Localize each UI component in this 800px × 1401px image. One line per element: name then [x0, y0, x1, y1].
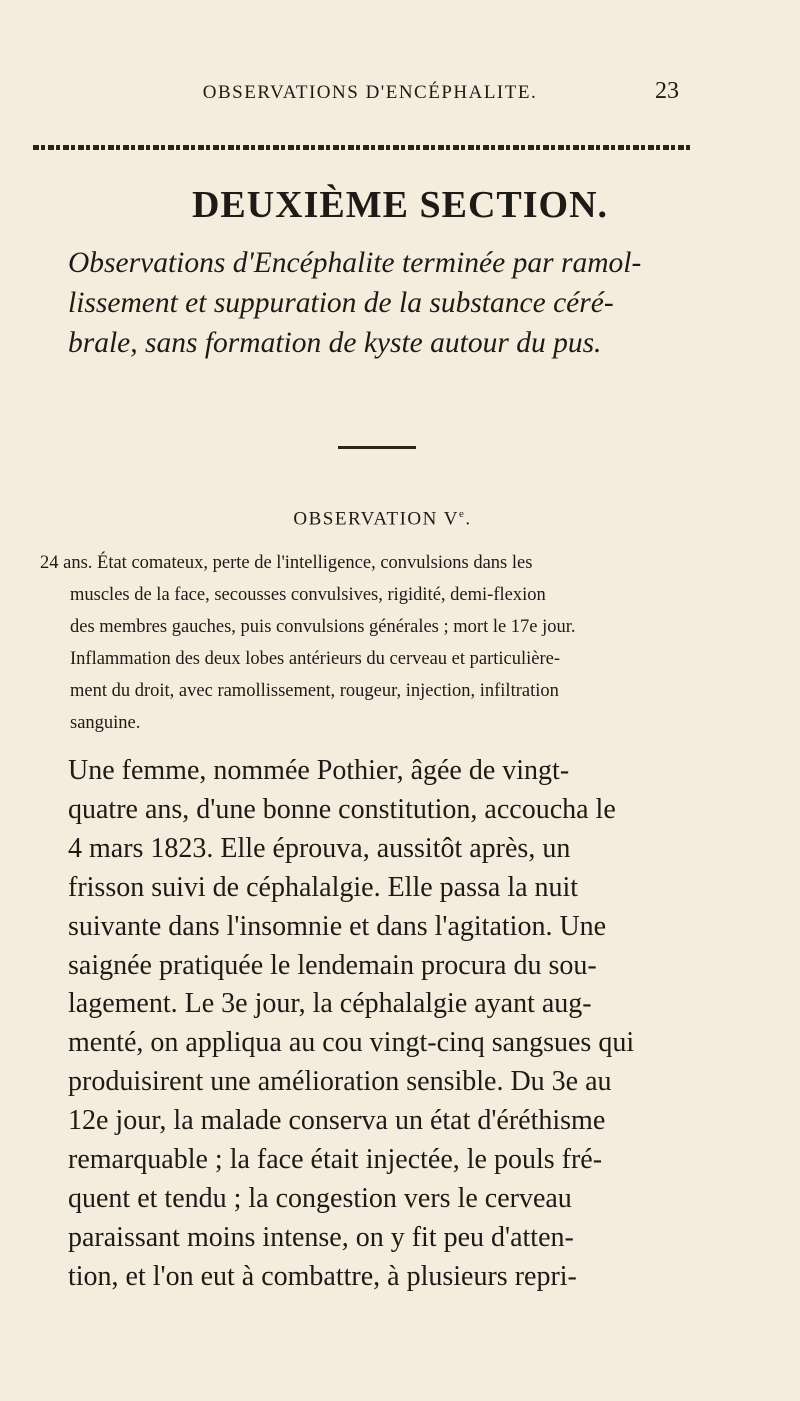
summary-line: ment du droit, avec ramollissement, rougeur, injection, infiltration — [70, 681, 559, 701]
observation-heading — [0, 508, 765, 530]
subtitle-line: brale, sans formation de kyste autour du pus. — [68, 327, 602, 359]
summary-line: sanguine. — [70, 713, 141, 733]
horizontal-rule — [338, 446, 416, 449]
summary-line: muscles de la face, secousses convulsives, rigidité, demi-flexion — [70, 585, 546, 605]
body-line: Une femme, nommée Pothier, âgée de vingt- — [68, 755, 570, 786]
observation-label: OBSERVATION V — [293, 508, 459, 530]
body-text — [68, 752, 708, 1297]
body-line: 4 mars 1823. Elle éprouva, aussitôt après, un — [68, 832, 571, 864]
summary-line: des membres gauches, puis convulsions générales ; mort le 17e jour. — [70, 617, 576, 637]
section-title: DEUXIÈME SECTION. — [191, 184, 609, 226]
body-line: suivante dans l'insomnie et dans l'agitation. Une — [68, 910, 607, 942]
ornamental-divider — [33, 142, 693, 152]
subtitle-line: lissement et suppuration de la substance céré- — [68, 287, 614, 319]
summary-line: 24 ans. État comateux, perte de l'intelligence, convulsions dans les — [40, 553, 533, 573]
body-line: 12e jour, la malade conserva un état d'éréthisme — [68, 1105, 606, 1137]
body-line: saignée pratiquée le lendemain procura du sou- — [68, 949, 597, 981]
body-line: quent et tendu ; la congestion vers le cerveau — [68, 1182, 572, 1214]
summary-line: Inflammation des deux lobes antérieurs du cerveau et particulière- — [70, 649, 561, 669]
running-title: OBSERVATIONS D'ENCÉPHALITE. — [202, 82, 538, 103]
body-line: lagement. Le 3e jour, la céphalalgie ayant aug- — [68, 988, 592, 1020]
observation-end: . — [465, 508, 472, 530]
section-subtitle — [68, 243, 708, 363]
page-number: 23 — [655, 78, 679, 104]
subtitle-line: Observations d'Encéphalite terminée par ramol- — [68, 247, 642, 279]
observation-summary — [40, 547, 700, 739]
body-line: produisirent une amélioration sensible. Du 3e au — [68, 1066, 612, 1098]
body-line: remarquable ; la face était injectée, le pouls fré- — [68, 1144, 603, 1176]
body-line: frisson suivi de céphalalgie. Elle passa la nuit — [68, 871, 579, 903]
running-header — [0, 78, 800, 112]
body-line: quatre ans, d'une bonne constitution, accoucha le — [68, 793, 616, 825]
observation-sup: e — [458, 508, 466, 520]
body-line: paraissant moins intense, on y fit peu d'atten- — [68, 1221, 574, 1253]
body-line: menté, on appliqua au cou vingt-cinq sangsues qui — [68, 1027, 635, 1059]
body-line: tion, et l'on eut à combattre, à plusieurs repri- — [68, 1260, 577, 1292]
